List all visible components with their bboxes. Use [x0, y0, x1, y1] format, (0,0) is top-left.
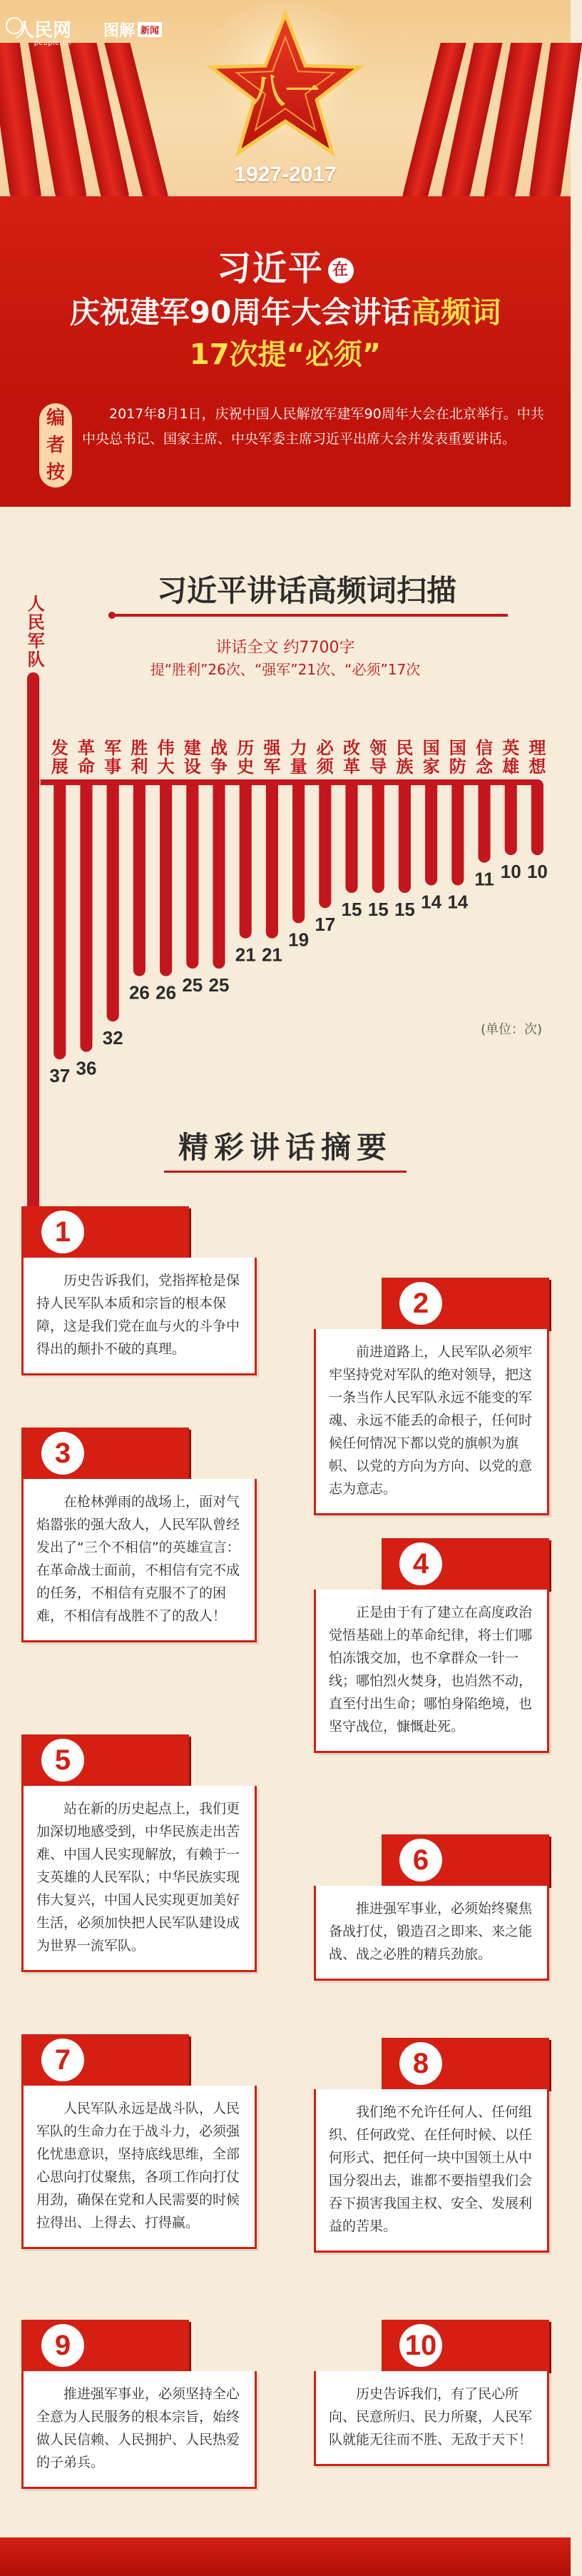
editor-badge-char: 编 [46, 408, 65, 429]
chart-value-label: 21 [261, 944, 282, 966]
chart-bar [160, 779, 172, 976]
chart-category-label: 族 [396, 757, 414, 777]
chart-category-label: 英 [502, 738, 520, 758]
chart-category-label: 领 [369, 738, 387, 758]
chart-category-label: 人 [27, 594, 45, 614]
title-line2-prefix: 庆祝建军90周年大会讲话 [69, 295, 412, 330]
highlights-title: 精彩讲话摘要 [178, 1130, 392, 1165]
card-text: 在枪林弹雨的战场上，面对气焰嚣张的强大敌人，人民军队曾经发出了“三个不相信”的英雄宣言：在革命战士面前，不相信有完不成的任务，不相信有克服不了的困难，不相信有战胜不了的敌人！ [21, 1479, 257, 1642]
chart-category-label: 军 [104, 738, 122, 758]
chart-category-label: 信 [476, 738, 493, 758]
chart-bar [80, 779, 92, 1052]
logo-people-text: 人民网 [16, 20, 72, 41]
header-banner [0, 0, 571, 196]
chart-value-label: 26 [155, 981, 177, 1004]
chart-subtitle-1: 讲话全文 约7700字 [215, 639, 355, 657]
chart-value-label: 10 [526, 861, 548, 882]
card-text: 正是由于有了建立在高度政治觉悟基础上的革命纪律，将士们哪怕冻饿交加，也不拿群众一针一线；哪怕烈火焚身，也岿然不动，直至付出生命；哪怕身陷绝境，也坚守战位，慷慨赴死。 [314, 1590, 549, 1753]
card-number: 10 [399, 2324, 442, 2367]
chart-category-label: 强 [263, 738, 281, 758]
card-text: 历史告诉我们，有了民心所向、民意所归、民力所聚，人民军队就能无往而不胜、无敌于天下！ [314, 2371, 549, 2466]
chart-category-label: 民 [27, 612, 45, 632]
chart-bar [531, 779, 543, 855]
chart-category-label: 队 [27, 650, 45, 670]
chart-value-label: 11 [474, 868, 494, 890]
card-text: 前进道路上，人民军队必须牢牢坚持党对军队的绝对领导，把这一条当作人民军队永远不能变的军魂、永远不能丢的命根子，任何时候任何情况下都以党的旗帜为旗帜、以党的方向为方向、以党的意志为意志。 [314, 1329, 549, 1515]
card-number: 7 [41, 2039, 84, 2081]
title-band [0, 196, 571, 403]
chart-value-label: 14 [447, 891, 469, 913]
chart-category-label: 战 [210, 738, 228, 758]
card-text: 推进强军事业，必须始终聚焦备战打仗，锻造召之即来、来之能战、战之必胜的精兵劲旅。 [314, 1886, 549, 1981]
editor-badge-char: 按 [46, 462, 65, 483]
chart-category-label: 命 [78, 757, 95, 777]
card-text: 历史告诉我们，党指挥枪是保持人民军队本质和宗旨的根本保障，这是我们党在血与火的斗争中得出的颠扑不破的真理。 [21, 1258, 257, 1375]
title-line-1 [0, 241, 571, 290]
chart-category-label: 设 [183, 757, 201, 777]
card-text: 站在新的历史起点上，我们更加深切地感受到，中华民族走出苦难、中国人民实现解放，有赖于一支英雄的人民军队；中华民族实现伟大复兴，中国人民实现更加美好生活，必须加快把人民军队建设成为世界一流军队。 [21, 1786, 257, 1972]
chart-bar [345, 779, 357, 893]
chart-category-label: 防 [449, 757, 466, 777]
chart-bar [240, 779, 252, 939]
chart-category-label: 国 [449, 738, 466, 758]
chart-bar [372, 779, 384, 893]
chart-category-label: 历 [237, 738, 255, 758]
chart-bar [451, 779, 464, 885]
chart-category-label: 国 [422, 738, 440, 758]
chart-value-label: 37 [49, 1065, 71, 1087]
chart-category-label: 改 [343, 738, 360, 758]
chart-category-label: 导 [369, 757, 387, 777]
chart-value-label: 17 [315, 914, 336, 936]
chart-category-label: 家 [422, 757, 440, 777]
chart-category-label: 胜 [131, 738, 148, 758]
chart-category-label: 发 [51, 738, 68, 758]
editor-note [0, 396, 571, 507]
chart-bar [186, 779, 198, 969]
card-number: 8 [399, 2042, 442, 2085]
chart-category-label: 想 [529, 757, 546, 777]
chart-subtitle-2: 提“胜利”26次、“强军”21次、“必须”17次 [150, 661, 421, 678]
title-line-2 [0, 289, 571, 332]
logo-tujie-text: 图解 [103, 22, 136, 40]
chart-value-label: 14 [421, 891, 442, 913]
chart-category-label: 必 [316, 738, 334, 758]
card-number: 2 [399, 1282, 442, 1325]
editor-note-text: 2017年8月1日，庆祝中国人民解放军建军90周年大会在北京举行。中共中央总书记、国家主席、中央军委主席习近平出席大会并发表重要讲话。 [82, 406, 544, 447]
title-line-3: 17次提“必须” [189, 338, 382, 371]
chart-bar [292, 779, 305, 923]
army-star-emblem-icon [200, 9, 371, 173]
chart-bar [319, 779, 331, 908]
chart-bar [133, 779, 146, 976]
card-number: 5 [41, 1739, 84, 1782]
editor-badge-char: 者 [46, 435, 65, 456]
chart-title: 习近平讲话高频词扫描 [156, 573, 456, 608]
chart-category-label: 力 [290, 738, 307, 758]
chart-category-label: 大 [157, 757, 175, 777]
chart-category-label: 军 [263, 757, 281, 777]
chart-bar [107, 779, 119, 1021]
logo-people-en: people.cn [34, 39, 72, 47]
chart-value-label: 15 [341, 899, 362, 920]
people-daily-logo[interactable] [16, 16, 71, 47]
card-text: 人民军队永远是战斗队，人民军队的生命力在于战斗力，必须强化忧患意识，坚持底线思维，全部心思向打仗聚焦，各项工作向打仗用劲，确保在党和人民需要的时候拉得出、上得去、打得赢。 [21, 2086, 257, 2249]
chart-bar [478, 779, 490, 863]
word-frequency-chart [0, 507, 571, 1099]
chart-value-label: 26 [128, 981, 150, 1004]
chart-category-label: 理 [529, 738, 546, 758]
chart-value-label: 19 [288, 929, 310, 951]
chart-value-label: 25 [182, 974, 203, 996]
editor-note-badge [39, 403, 72, 488]
chart-category-label: 量 [290, 757, 307, 777]
chart-value-label: 25 [208, 974, 230, 996]
chart-bar [213, 779, 225, 969]
logo-tujie-badge: 新闻 [138, 22, 162, 37]
chart-category-label: 念 [476, 757, 493, 777]
chart-value-label: 21 [235, 944, 256, 966]
chart-category-label: 民 [396, 738, 414, 758]
chart-category-label: 事 [104, 757, 122, 777]
chart-category-label: 史 [237, 757, 255, 777]
chart-value-label: 10 [500, 861, 521, 882]
chart-bar [53, 779, 66, 1059]
title-name: 习近平 [216, 248, 324, 288]
chart-category-label: 展 [51, 757, 68, 777]
years-label: 1927-2017 [234, 163, 337, 186]
chart-bar [399, 779, 411, 893]
card-text: 我们绝不允许任何人、任何组织、任何政党、在任何时候、以任何形式、把任何一块中国领土从中国分裂出去，谁都不要指望我们会吞下损害我国主权、安全、发展利益的苦果。 [314, 2089, 549, 2253]
chart-category-label: 伟 [157, 738, 175, 758]
chart-value-label: 32 [102, 1027, 123, 1049]
chart-bar [505, 779, 517, 855]
chart-category-label: 军 [27, 631, 45, 651]
chart-value-label: 15 [367, 899, 389, 920]
tujie-logo[interactable] [103, 19, 162, 41]
chart-value-label: 36 [76, 1057, 97, 1079]
chart-category-label: 革 [343, 757, 360, 777]
card-number: 3 [41, 1432, 84, 1475]
card-number: 9 [41, 2324, 84, 2367]
card-number: 1 [41, 1211, 84, 1253]
chart-category-label: 争 [210, 757, 228, 777]
title-line2-highlight: 高频词 [411, 295, 501, 330]
chart-unit: (单位：次) [480, 1022, 542, 1037]
chart-section [0, 507, 571, 1099]
svg-text:八一: 八一 [250, 71, 320, 111]
footer-band [0, 2537, 571, 2576]
chart-value-label: 15 [394, 899, 415, 920]
chart-category-label: 利 [131, 757, 148, 777]
chart-bar [266, 779, 278, 939]
chart-category-label: 建 [183, 738, 201, 758]
chart-bar [425, 779, 437, 885]
highlights-title-underline [164, 1171, 407, 1173]
card-text: 推进强军事业，必须坚持全心全意为人民服务的根本宗旨，始终做人民信赖、人民拥护、人民热爱的子弟兵。 [21, 2371, 257, 2489]
card-number: 6 [399, 1839, 442, 1882]
chart-category-label: 雄 [502, 757, 520, 777]
chart-category-label: 革 [78, 738, 95, 758]
title-badge: 在 [328, 258, 354, 283]
card-number: 4 [399, 1542, 442, 1585]
chart-category-label: 须 [316, 757, 334, 777]
